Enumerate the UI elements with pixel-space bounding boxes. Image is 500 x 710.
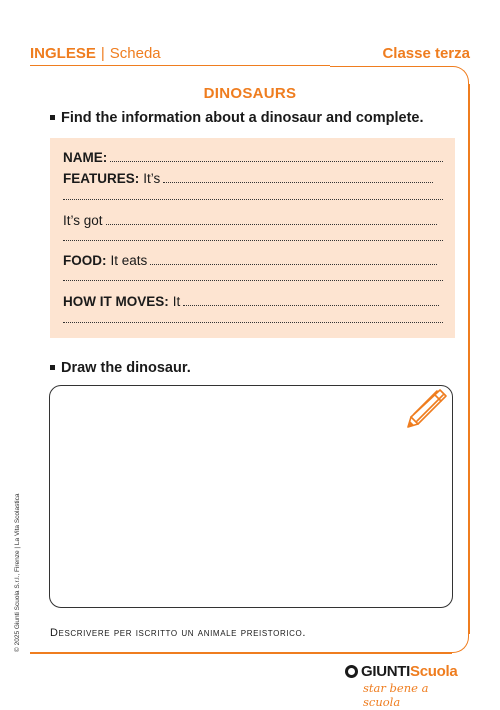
moves-text: It bbox=[172, 294, 181, 309]
food-label: FOOD: bbox=[63, 253, 107, 268]
card-frame-right bbox=[468, 84, 470, 634]
features-answer-line-2[interactable] bbox=[63, 198, 443, 200]
name-label: NAME: bbox=[63, 150, 108, 165]
features-row[interactable] bbox=[63, 168, 443, 186]
got-answer-line[interactable] bbox=[106, 223, 437, 225]
page-header bbox=[30, 43, 470, 63]
moves-answer-line-2[interactable] bbox=[63, 321, 443, 323]
instruction-complete-text: Find the information about a dinosaur and complete. bbox=[61, 110, 424, 126]
name-row[interactable] bbox=[63, 147, 443, 165]
moves-answer-line[interactable] bbox=[183, 304, 439, 306]
moves-label: HOW IT MOVES: bbox=[63, 294, 169, 309]
got-row[interactable] bbox=[63, 210, 443, 228]
card-frame-bottom bbox=[30, 652, 452, 654]
name-answer-line[interactable] bbox=[110, 160, 443, 162]
features-label: FEATURES: bbox=[63, 171, 140, 186]
food-answer-line[interactable] bbox=[150, 263, 437, 265]
fill-in-panel bbox=[50, 138, 455, 338]
got-answer-line-2[interactable] bbox=[63, 239, 443, 241]
brand-name-part2: Scuola bbox=[410, 663, 458, 680]
got-text: It’s got bbox=[63, 213, 103, 228]
pencil-icon bbox=[402, 386, 450, 430]
features-answer-line[interactable] bbox=[163, 181, 433, 183]
bullet-icon bbox=[50, 115, 55, 120]
sheet-kind: Scheda bbox=[109, 44, 161, 62]
publisher-logo bbox=[345, 663, 465, 709]
copyright-notice: © 2025 Giunti Scuola S.r.l., Firenze | La Vita Scolastica bbox=[14, 493, 21, 652]
bullet-icon bbox=[50, 365, 55, 370]
food-text: It eats bbox=[110, 253, 148, 268]
header-separator: | bbox=[100, 44, 105, 62]
header-rule bbox=[30, 65, 330, 66]
card-frame-corner bbox=[448, 632, 469, 653]
learning-objective: Descrivere per iscritto un animale preistorico. bbox=[50, 627, 306, 639]
instruction-complete bbox=[50, 110, 424, 126]
subject-name: INGLESE bbox=[30, 44, 96, 62]
food-row[interactable] bbox=[63, 250, 443, 268]
card-frame-top bbox=[330, 66, 469, 86]
giunti-logo-icon bbox=[345, 665, 358, 678]
moves-row[interactable] bbox=[63, 291, 443, 309]
grade-label: Classe terza bbox=[382, 44, 470, 62]
subject-label bbox=[30, 45, 161, 62]
worksheet-title: DINOSAURS bbox=[203, 85, 297, 102]
features-text: It’s bbox=[143, 171, 161, 186]
food-answer-line-2[interactable] bbox=[63, 279, 443, 281]
brand-tagline: star bene a scuola bbox=[363, 681, 429, 709]
instruction-draw bbox=[50, 360, 191, 376]
brand-name-part1: GIUNTI bbox=[361, 663, 411, 680]
drawing-area[interactable] bbox=[49, 385, 453, 608]
instruction-draw-text: Draw the dinosaur. bbox=[61, 360, 191, 376]
